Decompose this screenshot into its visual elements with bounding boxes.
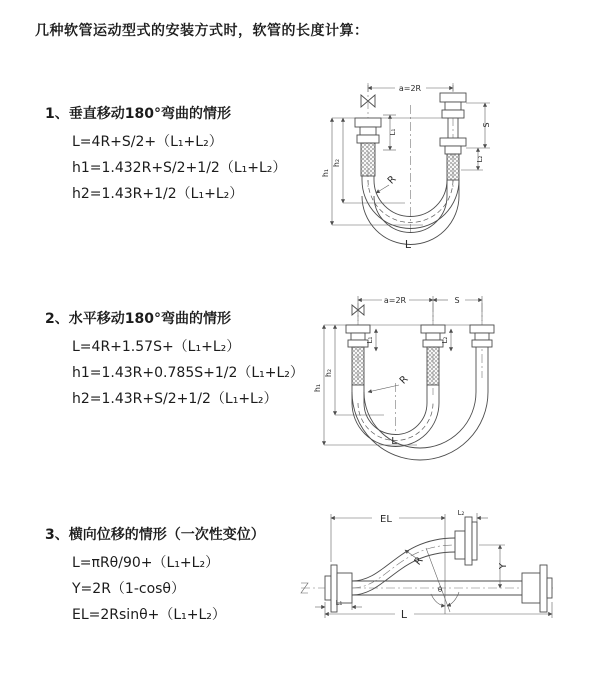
dim-l: [325, 602, 552, 621]
dim-s: [466, 103, 491, 148]
dim-label-l2: L₂: [441, 336, 449, 344]
dim-r: [376, 174, 399, 193]
formula-list: [45, 550, 320, 628]
diagram-lateral-displacement: [298, 502, 598, 647]
braided-hose-section: [427, 347, 439, 385]
dim-label-el: EL: [380, 514, 392, 525]
formula-line: L=πRθ/90+（L₁+L₂）: [72, 555, 220, 571]
dim-label-r: R: [397, 373, 411, 387]
dim-label-l1: L₁: [335, 599, 343, 607]
dim-l1: [383, 115, 397, 150]
braided-hose-section: [361, 143, 375, 176]
dim-label-l: L: [404, 238, 412, 251]
section-lateral-displacement: [45, 524, 320, 628]
section-horizontal-180: [45, 308, 320, 412]
formula-line: L=4R+1.57S+（L₁+L₂）: [72, 339, 241, 355]
dim-y: [479, 545, 509, 588]
dim-label-a2r: a=2R: [398, 84, 422, 93]
dim-label-h1: h₁: [313, 383, 322, 393]
dim-l2: [458, 509, 488, 522]
formula-line: h2=1.43R+1/2（L₁+L₂）: [72, 186, 244, 202]
formula-line: EL=2Rsinθ+（L₁+L₂）: [72, 607, 226, 623]
dim-label-s: S: [482, 122, 491, 128]
left-flange-fitting: [355, 118, 381, 176]
section-vertical-180: [45, 103, 320, 207]
dim-label-l: L: [391, 436, 397, 447]
diagram-vertical-180-bend: [305, 65, 585, 265]
dim-a2r: [358, 296, 482, 321]
right-flange: [522, 565, 552, 612]
dim-label-l2: L₂: [457, 509, 465, 517]
dim-label-h2: h₂: [324, 368, 333, 378]
dim-label-y: Y: [498, 562, 509, 570]
formula-line: h2=1.43R+S/2+1/2（L₁+L₂）: [72, 391, 278, 407]
angle-theta: [426, 548, 459, 612]
dim-label-l2: L₂: [476, 155, 484, 163]
dim-a2r: [368, 84, 453, 93]
section-heading: 2、水平移动180°弯曲的情形: [45, 311, 231, 327]
dim-label-r: R: [385, 173, 399, 187]
hose-moved-position: [352, 392, 488, 460]
dim-label-l1: L₁: [366, 336, 374, 344]
braided-hose-section: [352, 347, 364, 385]
dim-label-r: R: [412, 555, 426, 568]
dim-r: [368, 374, 411, 392]
dim-label-s: S: [454, 296, 460, 305]
dim-h1: [321, 118, 448, 225]
formula-list: [45, 334, 320, 412]
formula-line: h1=1.432R+S/2+1/2（L₁+L₂）: [72, 160, 287, 176]
dim-label-h1: h₁: [321, 168, 330, 178]
dim-label-l1: L₁: [389, 128, 397, 136]
dim-label-theta: θ: [437, 586, 443, 594]
formula-line: Y=2R（1-cosθ）: [72, 581, 185, 597]
dim-l1: [315, 599, 362, 610]
formula-list: [45, 129, 320, 207]
braided-hose-section: [447, 154, 459, 180]
middle-flange-fitting: [421, 325, 445, 385]
dim-label-h2: h₂: [332, 158, 341, 168]
dim-l2: [461, 148, 484, 170]
dim-label-a2r: a=2R: [383, 296, 407, 305]
upper-flange: [455, 517, 477, 565]
diagram-horizontal-180-bend: [302, 283, 600, 468]
formula-line: h1=1.43R+0.785S+1/2（L₁+L₂）: [72, 365, 304, 381]
left-flange-fitting: [346, 325, 370, 385]
section-heading: 3、横向位移的情形（一次性变位）: [45, 527, 265, 543]
section-heading: 1、垂直移动180°弯曲的情形: [45, 106, 231, 122]
dim-s: [433, 296, 482, 305]
page-title: 几种软管运动型式的安装方式时，软管的长度计算：: [35, 23, 369, 39]
formula-line: L=4R+S/2+（L₁+L₂）: [72, 134, 223, 150]
dim-label-l: L: [400, 608, 408, 621]
